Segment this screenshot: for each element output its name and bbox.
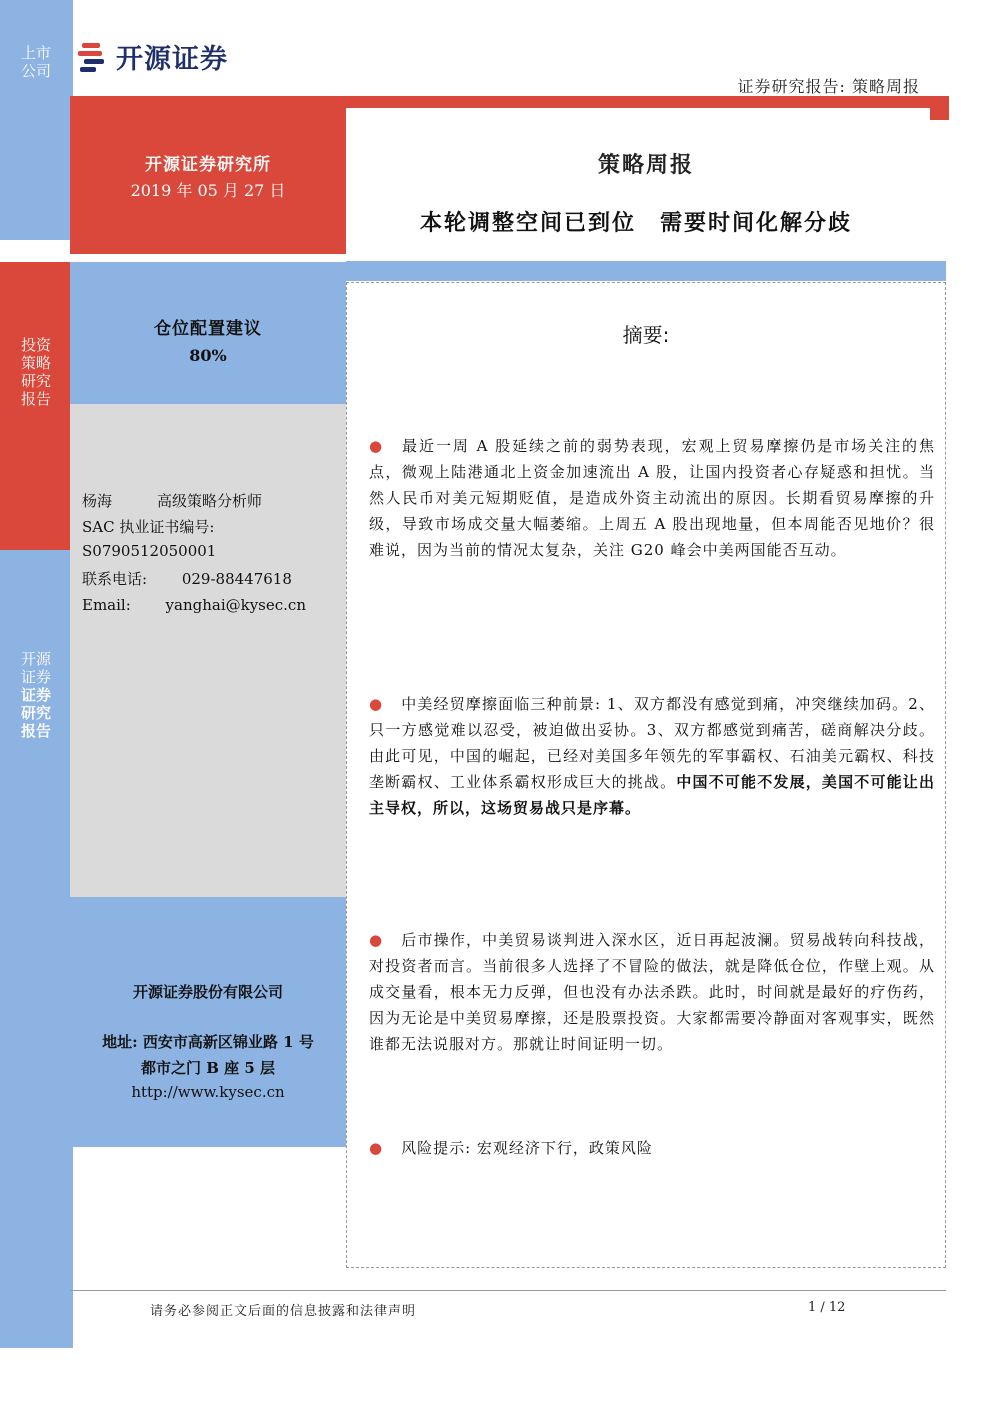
company-address-line2: 都市之门 B 座 5 层	[140, 1059, 275, 1077]
institute-name: 开源证券研究所	[145, 155, 271, 175]
allocation-box	[70, 262, 346, 404]
analyst-phone: 联系电话: 029-88447618	[82, 570, 292, 588]
header-red-rule-tail	[930, 108, 949, 120]
report-date: 2019 年 05 月 27 日	[130, 181, 286, 200]
abstract-bullet-1: ● 最近一周 A 股延续之前的弱势表现，宏观上贸易摩擦仍是市场关注的焦点，微观上陆港通北上资金加速流出 A 股，让国内投资者心存疑惑和担忧。当然人民币对美元短期贬值，是造成外资主动流出的原因。长期看贸易摩擦的升级，导致市场成交量大幅萎缩。上周五 A 股出现地量，但本周能否见地价？很难说，因为当前的情况太复杂，关注 G20 峰会中美两国能否互动。	[369, 437, 935, 559]
allocation-label: 仓位配置建议	[154, 319, 262, 339]
company-logo	[78, 38, 258, 74]
report-subtitle: 本轮调整空间已到位 需要时间化解分歧	[419, 210, 852, 236]
allocation-value: 80%	[189, 346, 227, 365]
analyst-cert-label: SAC 执业证书编号:	[82, 518, 215, 536]
analyst-cert-no: S0790512050001	[82, 542, 217, 560]
company-box	[70, 897, 346, 1147]
institute-box	[70, 108, 346, 254]
sidebar-mid-band	[0, 262, 73, 550]
report-title: 策略周报	[597, 152, 694, 178]
footer-divider	[70, 1290, 946, 1291]
footer-disclaimer: 请务必参阅正文后面的信息披露和法律声明	[150, 1304, 417, 1319]
company-website-link[interactable]: http://www.kysec.cn	[131, 1083, 285, 1101]
abstract-bullet-3: ● 后市操作，中美贸易谈判进入深水区，近日再起波澜。贸易战转向科技战，对投资者而言。当前很多人选择了不冒险的做法，就是降低仓位，作壁上观。从成交量看，根本无力反弹，但也没有办法杀跌。此时，时间就是最好的疗伤药，因为无论是中美贸易摩擦，还是股票投资。大家都需要冷静面对客观事实，既然谁都无法说服对方。那就让时间证明一切。	[369, 931, 935, 1053]
report-type-header: 证券研究报告: 策略周报	[737, 77, 920, 96]
logo-mark-icon	[78, 39, 108, 73]
analyst-name-title: 杨海 高级策略分析师	[82, 492, 263, 510]
analyst-email: Email: yanghai@kysec.cn	[82, 596, 306, 614]
abstract-box	[346, 282, 946, 1268]
bullet-icon: ●	[369, 695, 384, 713]
abstract-title: 摘要:	[622, 323, 670, 347]
company-name: 开源证券股份有限公司	[132, 983, 283, 1001]
logo-text: 开源证券	[116, 43, 228, 75]
sidebar-report-type-label: 投资策略研究报告	[20, 336, 51, 408]
content-blue-strip	[346, 261, 946, 281]
bullet-icon: ●	[369, 437, 385, 455]
sidebar-bottom-band	[0, 550, 73, 1348]
abstract-bullet-2: ● 中美经贸摩擦面临三种前景: 1、双方都没有感觉到痛，冲突继续加码。2、只一方感觉难以忍受，被迫做出妥协。3、双方都感觉到痛苦，磋商解决分歧。由此可见，中国的崛起，已经对美国多年领先的军事霸权、石油美元霸权、科技垄断霸权、工业体系霸权形成巨大的挑战。中国不可能不发展，美国不可能让出主导权，所以，这场贸易战只是序幕。	[369, 695, 935, 817]
bullet-icon: ●	[369, 931, 384, 949]
abstract-bullet-4: ● 风险提示: 宏观经济下行，政策风险	[369, 1139, 653, 1157]
sidebar-listed-company-label: 上市公司	[20, 44, 51, 80]
bullet-icon: ●	[369, 1139, 384, 1157]
sidebar-top-band	[0, 0, 73, 240]
analyst-box	[70, 404, 346, 897]
sidebar-brand-label: 开源证券 证券研究报告	[20, 650, 51, 740]
page-number: 1 / 12	[808, 1300, 846, 1315]
company-address-line1: 地址: 西安市高新区锦业路 1 号	[102, 1033, 314, 1051]
header-red-rule	[70, 96, 949, 108]
